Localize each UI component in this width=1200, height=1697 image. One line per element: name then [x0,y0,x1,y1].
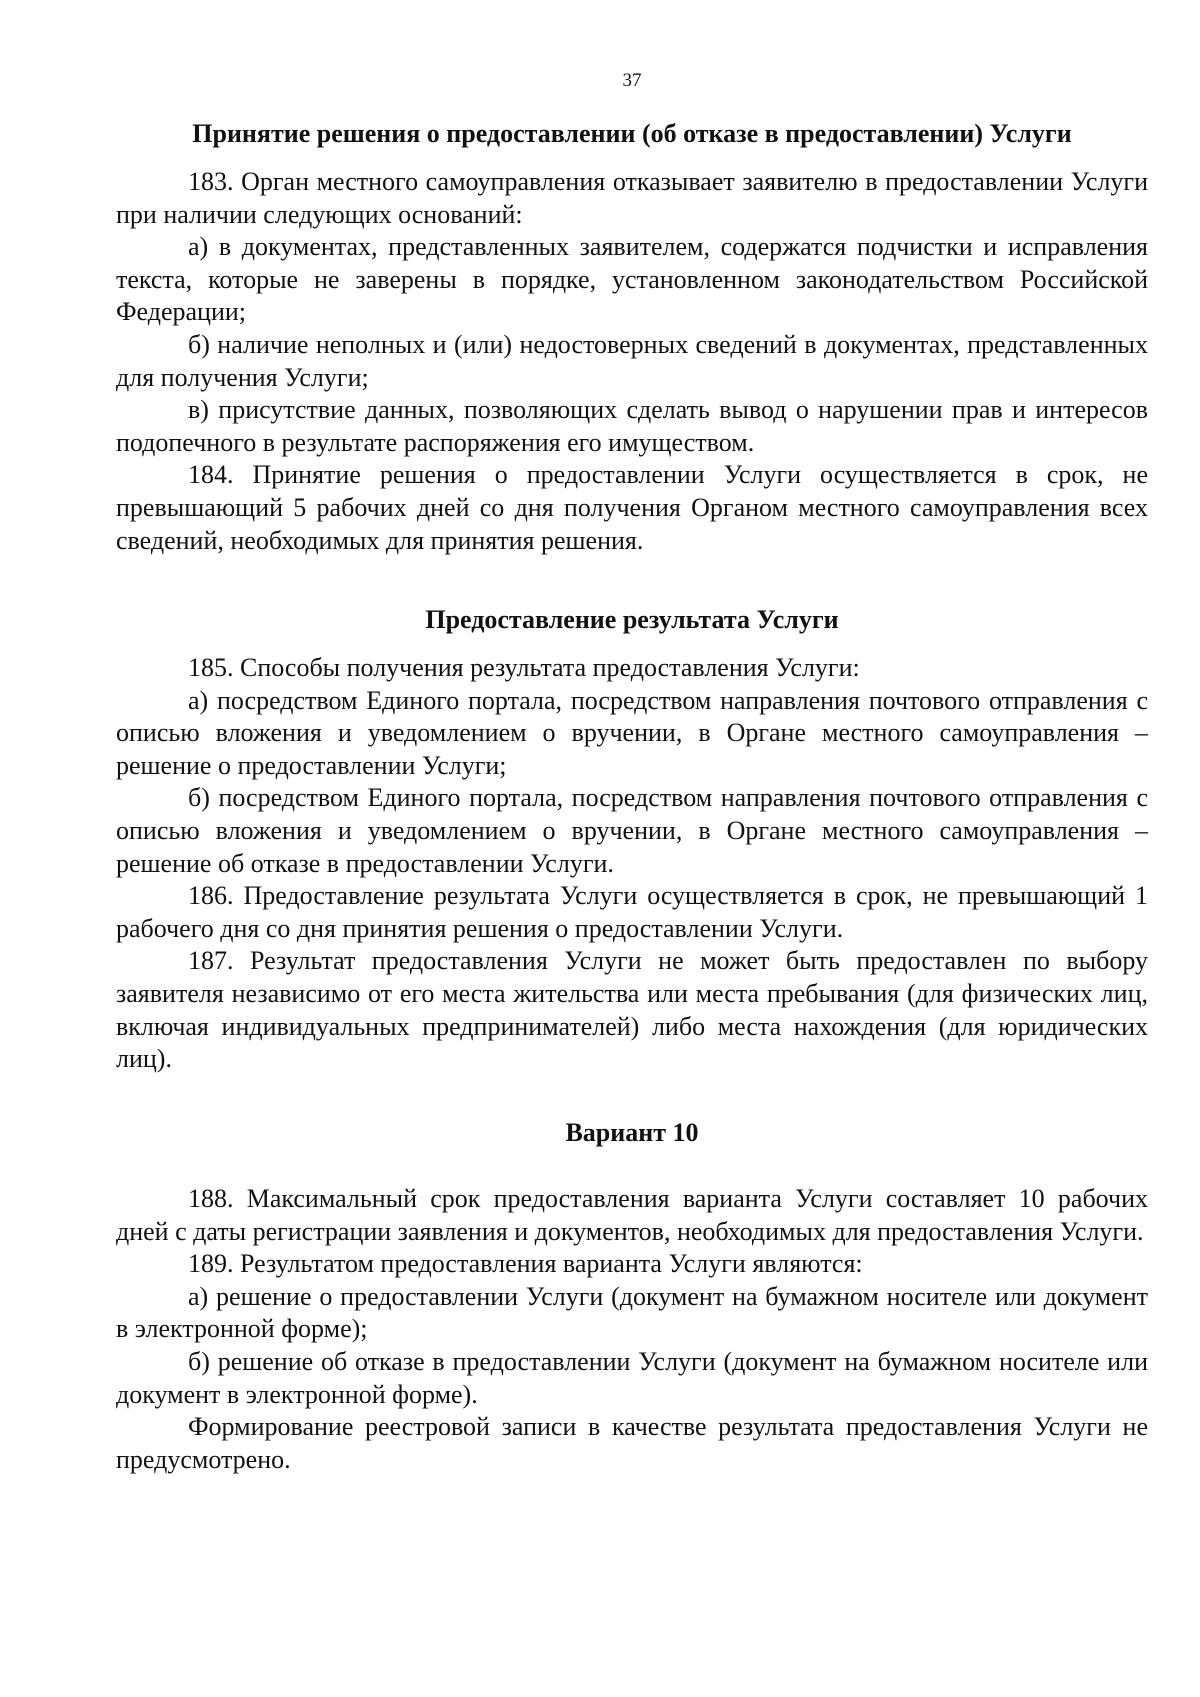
paragraph-188: 188. Максимальный срок предоставления варианта Услуги составляет 10 рабочих дней с даты регистрации заявления и документов, необходимых для предоставления Услуги. [116,1184,1148,1246]
paragraph-183-c: в) присутствие данных, позволяющих сделать вывод о нарушении прав и интересов подопечного в результате распоряжения его имуществом. [116,395,1148,457]
section-body-decision [116,166,1148,557]
paragraph-183-a: а) в документах, представленных заявителем, содержатся подчистки и исправления текста, которые не заверены в порядке, установленном законодательством Российской Федерации; [116,232,1148,327]
paragraph-187: 187. Результат предоставления Услуги не может быть предоставлен по выбору заявителя независимо от его места жительства или места пребывания (для физических лиц, включая индивидуальных предпринимателей) либо места нахождения (для юридических лиц). [116,946,1148,1074]
paragraph-183: 183. Орган местного самоуправления отказывает заявителю в предоставлении Услуги при наличии следующих оснований: [116,167,1148,229]
paragraph-185-b: б) посредством Единого портала, посредством направления почтового отправления с описью вложения и уведомлением о вручении, в Органе местного самоуправления – решение об отказе в предоставлении Услуги. [116,783,1148,878]
section-title-decision: Принятие решения о предоставлении (об отказе в предоставлении) Услуги [192,119,1072,148]
paragraph-184: 184. Принятие решения о предоставлении Услуги осуществляется в срок, не превышающий 5 рабочих дней со дня получения Органом местного самоуправления всех сведений, необходимых для принятия решения. [116,460,1148,555]
section-title-variant-10: Вариант 10 [565,1118,699,1147]
paragraph-183-b: б) наличие неполных и (или) недостоверных сведений в документах, представленных для получения Услуги; [116,329,1148,392]
paragraph-185-a: а) посредством Единого портала, посредством направления почтового отправления с описью вложения и уведомлением о вручении, в Органе местного самоуправления – решение о предоставлении Услуги; [116,685,1148,780]
section-body-variant-10 [116,1183,1148,1476]
paragraph-185: 185. Способы получения результата предоставления Услуги: [188,653,860,682]
page-number: 37 [622,70,642,91]
paragraph-189-b: б) решение об отказе в предоставлении Услуги (документ на бумажном носителе или документ в электронной форме). [116,1346,1148,1409]
paragraph-registry-note: Формирование реестровой записи в качестве результата предоставления Услуги не предусмотрено. [116,1412,1148,1474]
section-title-result: Предоставление результата Услуги [425,605,839,634]
paragraph-189-a: а) решение о предоставлении Услуги (документ на бумажном носителе или документ в электронной форме); [116,1281,1148,1344]
paragraph-189: 189. Результатом предоставления варианта Услуги являются: [188,1249,863,1279]
paragraph-186: 186. Предоставление результата Услуги осуществляется в срок, не превышающий 1 рабочего дня со дня принятия решения о предоставлении Услуги. [116,881,1148,943]
section-body-result [116,652,1148,1076]
